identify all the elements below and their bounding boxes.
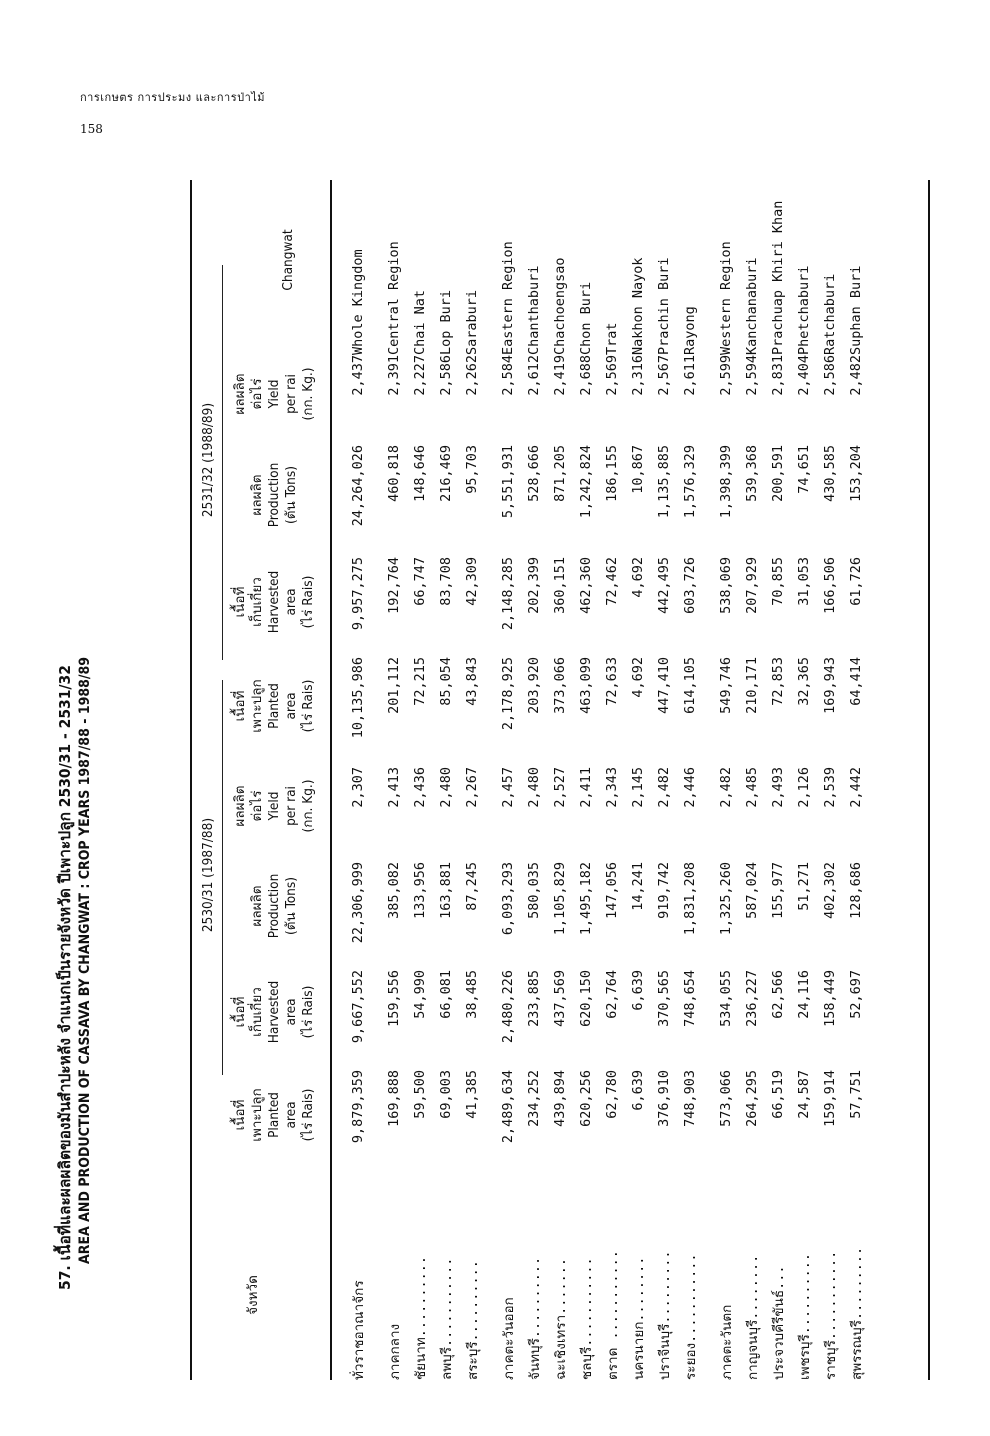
planted-header-line: เพาะปลูก (249, 1088, 265, 1142)
changwat-thai-cell: ภาคกลาง (387, 1323, 403, 1380)
running-head: การเกษตร การประมง และการป่าไม้ (80, 91, 266, 104)
changwat-thai-cell: กาญจนบุรี........ (745, 1254, 761, 1380)
title-thai: 57. เนื้อที่และผลผลิตของมันสำปะหลัง จำแนกเป็นรายจังหวัด ปีเพาะปลูก 2530/31 - 2531/32 (56, 665, 74, 1290)
yield-header-line: ต่อไร่ (249, 790, 265, 822)
value-cell: 72,462 (604, 557, 620, 606)
value-cell: 233,885 (526, 970, 542, 1027)
table-title (52, 190, 93, 1290)
value-cell: 133,956 (412, 862, 428, 919)
value-cell: 2,482 (718, 767, 734, 808)
value-cell: 148,646 (412, 445, 428, 502)
harvested-header-line: เนื้อที่ (232, 996, 248, 1028)
planted-header-line: เพาะปลูก (249, 679, 265, 733)
value-cell: 2,343 (604, 767, 620, 808)
harvested-header-line: (ไร่ Rais) (300, 985, 316, 1039)
value-cell: 4,692 (630, 557, 646, 598)
value-cell: 62,780 (604, 1070, 620, 1119)
changwat-thai-cell: ประจวบคีรีขันธ์... (771, 1265, 787, 1380)
changwat-english-cell: Eastern Region (500, 241, 516, 355)
value-cell: 10,867 (630, 445, 646, 494)
planted-header-line: area (283, 692, 299, 720)
value-cell: 2,316 (630, 355, 646, 396)
harvested-header-line: เนื้อที่ (232, 586, 248, 618)
value-cell: 2,307 (350, 767, 366, 808)
yield-header-line: Yield (266, 791, 282, 821)
value-cell: 95,703 (464, 445, 480, 494)
header-changwat-thai: จังหวัด (245, 1275, 261, 1315)
value-cell: 2,145 (630, 767, 646, 808)
changwat-english-cell: Western Region (718, 241, 734, 355)
value-cell: 437,569 (552, 970, 568, 1027)
value-cell: 2,688 (578, 355, 594, 396)
header-changwat-english: Changwat (280, 229, 296, 291)
value-cell: 573,066 (718, 1070, 734, 1127)
changwat-english-cell: Nakhon Nayok (630, 257, 646, 355)
value-cell: 614,105 (682, 657, 698, 714)
value-cell: 24,264,026 (350, 445, 366, 527)
changwat-thai-cell: ระยอง........... (683, 1253, 699, 1380)
value-cell: 2,612 (526, 355, 542, 396)
value-cell: 2,480 (438, 767, 454, 808)
value-cell: 2,262 (464, 355, 480, 396)
value-cell: 2,480 (526, 767, 542, 808)
changwat-english-cell: Central Region (386, 241, 402, 355)
value-cell: 2,437 (350, 355, 366, 396)
value-cell: 24,116 (796, 970, 812, 1019)
value-cell: 169,888 (386, 1070, 402, 1127)
value-cell: 2,489,634 (500, 1070, 516, 1144)
value-cell: 202,399 (526, 557, 542, 614)
changwat-thai-cell: ทั่วราชอาณาจักร (351, 1280, 367, 1380)
value-cell: 2,480,226 (500, 970, 516, 1044)
changwat-english-cell: Prachin Buri (656, 257, 672, 355)
value-cell: 385,082 (386, 862, 402, 919)
value-cell: 192,764 (386, 557, 402, 614)
header-yield-1 (232, 760, 317, 852)
value-cell: 1,831,208 (682, 862, 698, 936)
table-row (651, 180, 677, 1380)
table-row (345, 180, 371, 1380)
table-row (739, 180, 765, 1380)
value-cell: 871,205 (552, 445, 568, 502)
value-cell: 38,485 (464, 970, 480, 1019)
changwat-thai-cell: ราชบุรี........... (823, 1250, 839, 1380)
header-year2: 2531/32 (1988/89) (200, 402, 216, 518)
value-cell: 62,764 (604, 970, 620, 1019)
year2-rule (222, 265, 223, 660)
value-cell: 1,398,399 (718, 445, 734, 519)
year1-rule (222, 680, 223, 1075)
value-cell: 528,666 (526, 445, 542, 502)
value-cell: 2,569 (604, 355, 620, 396)
value-cell: 163,881 (438, 862, 454, 919)
header-planted-1 (232, 1065, 317, 1165)
bottom-rule (928, 180, 930, 1380)
header-harvested-2 (232, 552, 317, 652)
table-row (495, 180, 521, 1380)
changwat-english-cell: Chai Nat (412, 289, 428, 355)
value-cell: 72,215 (412, 657, 428, 706)
value-cell: 2,611 (682, 355, 698, 396)
production-header-line: (ตัน Tons) (283, 877, 299, 935)
changwat-thai-cell: ชลบุรี........... (579, 1257, 595, 1380)
value-cell: 9,957,275 (350, 557, 366, 631)
title-english: AREA AND PRODUCTION OF CASSAVA BY CHANGWAT : CROP YEARS 1987/88 - 1988/89 (77, 656, 93, 1264)
table-row (433, 180, 459, 1380)
value-cell: 24,587 (796, 1070, 812, 1119)
planted-header-line: Planted (266, 683, 282, 729)
value-cell: 128,686 (848, 862, 864, 919)
production-header-line: Production (266, 462, 282, 528)
production-header-line: Production (266, 873, 282, 939)
changwat-english-cell: Whole Kingdom (350, 249, 366, 355)
production-header-line: (ตัน Tons) (283, 466, 299, 524)
table-row (521, 180, 547, 1380)
changwat-thai-cell: สระบุรี.......... (465, 1260, 481, 1380)
header-harvested-1 (232, 962, 317, 1062)
table-row (459, 180, 485, 1380)
spacer-row (485, 180, 495, 1380)
value-cell: 919,742 (656, 862, 672, 919)
value-cell: 59,500 (412, 1070, 428, 1119)
value-cell: 2,586 (822, 355, 838, 396)
table-row (677, 180, 703, 1380)
changwat-thai-cell: ลพบุรี........... (439, 1257, 455, 1380)
spacer-row (371, 180, 381, 1380)
value-cell: 10,135,986 (350, 657, 366, 739)
value-cell: 147,056 (604, 862, 620, 919)
value-cell: 186,155 (604, 445, 620, 502)
value-cell: 207,929 (744, 557, 760, 614)
yield-header-line: per rai (283, 374, 299, 414)
value-cell: 14,241 (630, 862, 646, 911)
value-cell: 69,003 (438, 1070, 454, 1119)
value-cell: 155,977 (770, 862, 786, 919)
value-cell: 439,894 (552, 1070, 568, 1127)
changwat-thai-cell: นครนายก........ (631, 1256, 647, 1380)
yield-header-line: ผลผลิต (232, 373, 248, 415)
value-cell: 2,584 (500, 355, 516, 396)
changwat-english-cell: Trat (604, 322, 620, 355)
value-cell: 234,252 (526, 1070, 542, 1127)
value-cell: 85,054 (438, 657, 454, 706)
yield-header-line: per rai (283, 786, 299, 826)
header-production-1 (249, 852, 300, 960)
planted-header-line: เนื้อที่ (232, 690, 248, 722)
value-cell: 748,903 (682, 1070, 698, 1127)
value-cell: 1,576,329 (682, 445, 698, 519)
changwat-thai-cell: ภาคตะวันตก (719, 1304, 735, 1380)
changwat-thai-cell: ชัยนาท.......... (413, 1255, 429, 1380)
rotated-table-block (40, 180, 940, 1380)
value-cell: 603,726 (682, 557, 698, 614)
value-cell: 72,633 (604, 657, 620, 706)
changwat-english-cell: Saraburi (464, 289, 480, 355)
planted-header-line: (ไร่ Rais) (300, 1088, 316, 1142)
yield-header-line: (กก. Kg.) (300, 367, 316, 421)
value-cell: 2,457 (500, 767, 516, 808)
value-cell: 360,151 (552, 557, 568, 614)
value-cell: 2,567 (656, 355, 672, 396)
value-cell: 216,469 (438, 445, 454, 502)
value-cell: 2,493 (770, 767, 786, 808)
value-cell: 430,585 (822, 445, 838, 502)
value-cell: 2,227 (412, 355, 428, 396)
value-cell: 41,385 (464, 1070, 480, 1119)
changwat-thai-cell: ตราด ........... (605, 1250, 621, 1380)
value-cell: 2,482 (848, 355, 864, 396)
table-row (407, 180, 433, 1380)
value-cell: 210,171 (744, 657, 760, 714)
value-cell: 2,586 (438, 355, 454, 396)
table-row (599, 180, 625, 1380)
changwat-thai-cell: ฉะเชิงเทรา....... (553, 1257, 569, 1380)
table-row (713, 180, 739, 1380)
changwat-english-cell: Rayong (682, 306, 698, 355)
spacer-row (703, 180, 713, 1380)
value-cell: 463,099 (578, 657, 594, 714)
value-cell: 587,024 (744, 862, 760, 919)
planted-header-line: area (283, 1101, 299, 1129)
value-cell: 2,267 (464, 767, 480, 808)
value-cell: 447,410 (656, 657, 672, 714)
changwat-thai-cell: ปราจีนบุรี......... (657, 1250, 673, 1380)
changwat-english-cell: Phetchaburi (796, 265, 812, 355)
value-cell: 66,747 (412, 557, 428, 606)
top-rule (190, 180, 192, 1380)
production-header-line: ผลผลิต (249, 885, 265, 927)
value-cell: 620,256 (578, 1070, 594, 1127)
value-cell: 22,306,999 (350, 862, 366, 944)
value-cell: 236,227 (744, 970, 760, 1027)
value-cell: 442,495 (656, 557, 672, 614)
yield-header-line: ผลผลิต (232, 785, 248, 827)
value-cell: 264,295 (744, 1070, 760, 1127)
table-row (765, 180, 791, 1380)
value-cell: 52,697 (848, 970, 864, 1019)
table-row (547, 180, 573, 1380)
changwat-thai-cell: เพชรบุรี.......... (797, 1252, 813, 1380)
table-row (625, 180, 651, 1380)
value-cell: 549,746 (718, 657, 734, 714)
changwat-english-cell: Suphan Buri (848, 265, 864, 355)
value-cell: 201,112 (386, 657, 402, 714)
value-cell: 538,069 (718, 557, 734, 614)
value-cell: 402,302 (822, 862, 838, 919)
yield-header-line: ต่อไร่ (249, 378, 265, 410)
changwat-english-cell: Ratchaburi (822, 273, 838, 355)
value-cell: 462,360 (578, 557, 594, 614)
value-cell: 1,105,829 (552, 862, 568, 936)
changwat-english-cell: Prachuap Khiri Khan (770, 200, 786, 355)
value-cell: 2,539 (822, 767, 838, 808)
changwat-thai-cell: ภาคตะวันออก (501, 1297, 517, 1380)
table-row (381, 180, 407, 1380)
production-header-line: ผลผลิต (249, 474, 265, 516)
changwat-english-cell: Chachoengsao (552, 257, 568, 355)
value-cell: 159,914 (822, 1070, 838, 1127)
value-cell: 61,726 (848, 557, 864, 606)
table-row (791, 180, 817, 1380)
header-production-2 (249, 440, 300, 550)
value-cell: 72,853 (770, 657, 786, 706)
value-cell: 2,594 (744, 355, 760, 396)
changwat-thai-cell: จันทบุรี.......... (527, 1256, 543, 1380)
value-cell: 2,419 (552, 355, 568, 396)
value-cell: 169,943 (822, 657, 838, 714)
harvested-header-line: (ไร่ Rais) (300, 575, 316, 629)
value-cell: 580,035 (526, 862, 542, 919)
value-cell: 9,667,552 (350, 970, 366, 1044)
harvested-header-line: เก็บเกี่ยว (249, 577, 265, 627)
value-cell: 2,446 (682, 767, 698, 808)
value-cell: 2,126 (796, 767, 812, 808)
header-yield-2 (232, 348, 317, 440)
value-cell: 2,404 (796, 355, 812, 396)
value-cell: 2,436 (412, 767, 428, 808)
value-cell: 4,692 (630, 657, 646, 698)
planted-header-line: Planted (266, 1092, 282, 1138)
value-cell: 64,414 (848, 657, 864, 706)
value-cell: 74,651 (796, 445, 812, 494)
value-cell: 1,495,182 (578, 862, 594, 936)
value-cell: 2,599 (718, 355, 734, 396)
table-row (573, 180, 599, 1380)
value-cell: 70,855 (770, 557, 786, 606)
harvested-header-line: area (283, 998, 299, 1026)
value-cell: 66,519 (770, 1070, 786, 1119)
value-cell: 2,391 (386, 355, 402, 396)
table-row (817, 180, 843, 1380)
value-cell: 2,831 (770, 355, 786, 396)
changwat-english-cell: Kanchanaburi (744, 257, 760, 355)
value-cell: 6,639 (630, 970, 646, 1011)
value-cell: 31,053 (796, 557, 812, 606)
value-cell: 159,556 (386, 970, 402, 1027)
value-cell: 2,527 (552, 767, 568, 808)
value-cell: 83,708 (438, 557, 454, 606)
value-cell: 2,411 (578, 767, 594, 808)
table-row (843, 180, 869, 1380)
changwat-english-cell: Chanthaburi (526, 265, 542, 355)
changwat-english-cell: Chon Buri (578, 281, 594, 355)
value-cell: 9,879,359 (350, 1070, 366, 1144)
value-cell: 6,093,293 (500, 862, 516, 936)
value-cell: 158,449 (822, 970, 838, 1027)
value-cell: 2,413 (386, 767, 402, 808)
yield-header-line: (กก. Kg.) (300, 779, 316, 833)
value-cell: 1,135,885 (656, 445, 672, 519)
value-cell: 66,081 (438, 970, 454, 1019)
changwat-thai-cell: สุพรรณบุรี......... (849, 1246, 865, 1380)
value-cell: 32,365 (796, 657, 812, 706)
value-cell: 460,818 (386, 445, 402, 502)
value-cell: 620,150 (578, 970, 594, 1027)
value-cell: 200,591 (770, 445, 786, 502)
value-cell: 2,442 (848, 767, 864, 808)
value-cell: 748,654 (682, 970, 698, 1027)
value-cell: 534,055 (718, 970, 734, 1027)
value-cell: 62,566 (770, 970, 786, 1019)
changwat-english-cell: Lop Buri (438, 289, 454, 355)
header-rule (330, 180, 332, 1380)
value-cell: 1,325,260 (718, 862, 734, 936)
harvested-header-line: Harvested (266, 570, 282, 634)
value-cell: 51,271 (796, 862, 812, 911)
value-cell: 1,242,824 (578, 445, 594, 519)
value-cell: 373,066 (552, 657, 568, 714)
value-cell: 57,751 (848, 1070, 864, 1119)
value-cell: 2,178,925 (500, 657, 516, 731)
harvested-header-line: เก็บเกี่ยว (249, 987, 265, 1037)
harvested-header-line: area (283, 588, 299, 616)
value-cell: 203,920 (526, 657, 542, 714)
value-cell: 539,368 (744, 445, 760, 502)
value-cell: 43,843 (464, 657, 480, 706)
value-cell: 42,309 (464, 557, 480, 606)
yield-header-line: Yield (266, 379, 282, 409)
planted-header-line: (ไร่ Rais) (300, 679, 316, 733)
value-cell: 6,639 (630, 1070, 646, 1111)
value-cell: 166,506 (822, 557, 838, 614)
value-cell: 376,910 (656, 1070, 672, 1127)
value-cell: 5,551,931 (500, 445, 516, 519)
header-planted-2 (232, 652, 317, 760)
page-number: 158 (80, 122, 103, 136)
harvested-header-line: Harvested (266, 980, 282, 1044)
header-year1: 2530/31 (1987/88) (200, 817, 216, 933)
planted-header-line: เนื้อที่ (232, 1099, 248, 1131)
value-cell: 370,565 (656, 970, 672, 1027)
value-cell: 153,204 (848, 445, 864, 502)
value-cell: 2,482 (656, 767, 672, 808)
value-cell: 2,485 (744, 767, 760, 808)
value-cell: 2,148,285 (500, 557, 516, 631)
value-cell: 54,990 (412, 970, 428, 1019)
cassava-table (345, 180, 869, 1380)
value-cell: 87,245 (464, 862, 480, 911)
